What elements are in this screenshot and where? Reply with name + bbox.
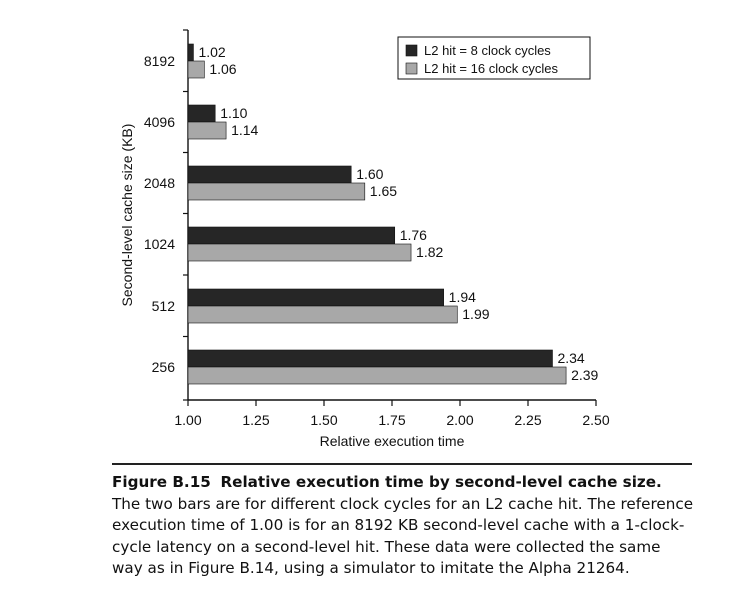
y-tick-label: 256 [151, 359, 175, 375]
data-label: 1.82 [416, 244, 444, 260]
caption-rule [112, 463, 692, 465]
x-tick-label: 1.00 [174, 412, 202, 428]
data-label: 1.10 [220, 105, 248, 121]
x-tick-label: 1.50 [310, 412, 338, 428]
bar-l2-8-cycles [188, 227, 395, 244]
y-tick-label: 4096 [143, 114, 175, 130]
data-label: 1.94 [448, 289, 476, 305]
figure-caption [112, 472, 694, 580]
legend-label: L2 hit = 8 clock cycles [424, 43, 551, 58]
data-label: 2.34 [557, 350, 585, 366]
data-label: 1.60 [356, 166, 384, 182]
bar-l2-8-cycles [188, 289, 444, 306]
x-axis-label: Relative execution time [319, 433, 465, 449]
data-label: 1.65 [369, 183, 398, 199]
y-axis-label: Second-level cache size (KB) [119, 123, 135, 307]
data-label: 1.06 [209, 61, 237, 77]
bar-l2-16-cycles [188, 122, 226, 139]
x-tick-label: 1.75 [378, 412, 406, 428]
legend-swatch [406, 63, 417, 74]
x-tick-label: 2.00 [446, 412, 474, 428]
bar-l2-16-cycles [188, 183, 365, 200]
bar-l2-16-cycles [188, 306, 457, 323]
data-label: 1.02 [198, 44, 226, 60]
data-label: 1.76 [399, 227, 427, 243]
data-label: 1.14 [231, 122, 259, 138]
bar-l2-16-cycles [188, 61, 204, 78]
x-tick-label: 2.50 [582, 412, 610, 428]
bar-l2-8-cycles [188, 350, 552, 367]
bar-l2-8-cycles [188, 105, 215, 122]
y-tick-label: 8192 [143, 53, 175, 69]
figure-label: Figure B.15 [112, 473, 211, 491]
bar-l2-16-cycles [188, 367, 566, 384]
data-label: 2.39 [571, 367, 599, 383]
bar-l2-16-cycles [188, 244, 411, 261]
legend-label: L2 hit = 16 clock cycles [424, 61, 559, 76]
figure-title: Relative execution time by second-level cache size. [220, 473, 662, 491]
x-tick-label: 2.25 [514, 412, 542, 428]
y-tick-label: 1024 [143, 236, 175, 252]
bar-l2-8-cycles [188, 166, 351, 183]
x-tick-label: 1.25 [242, 412, 270, 428]
data-label: 1.99 [462, 306, 490, 322]
bar-l2-8-cycles [188, 44, 193, 61]
figure-body: The two bars are for different clock cycles for an L2 cache hit. The reference execution time of 1.00 is for an 8192 KB second-level cache with a 1-clock-cycle latency on a second-level hit. These data were collected the same way as in Figure B.14, using a simulator to imitate the Alpha 21264. [112, 494, 694, 577]
y-tick-label: 2048 [143, 175, 175, 191]
y-tick-label: 512 [151, 298, 175, 314]
legend-swatch [406, 45, 417, 56]
